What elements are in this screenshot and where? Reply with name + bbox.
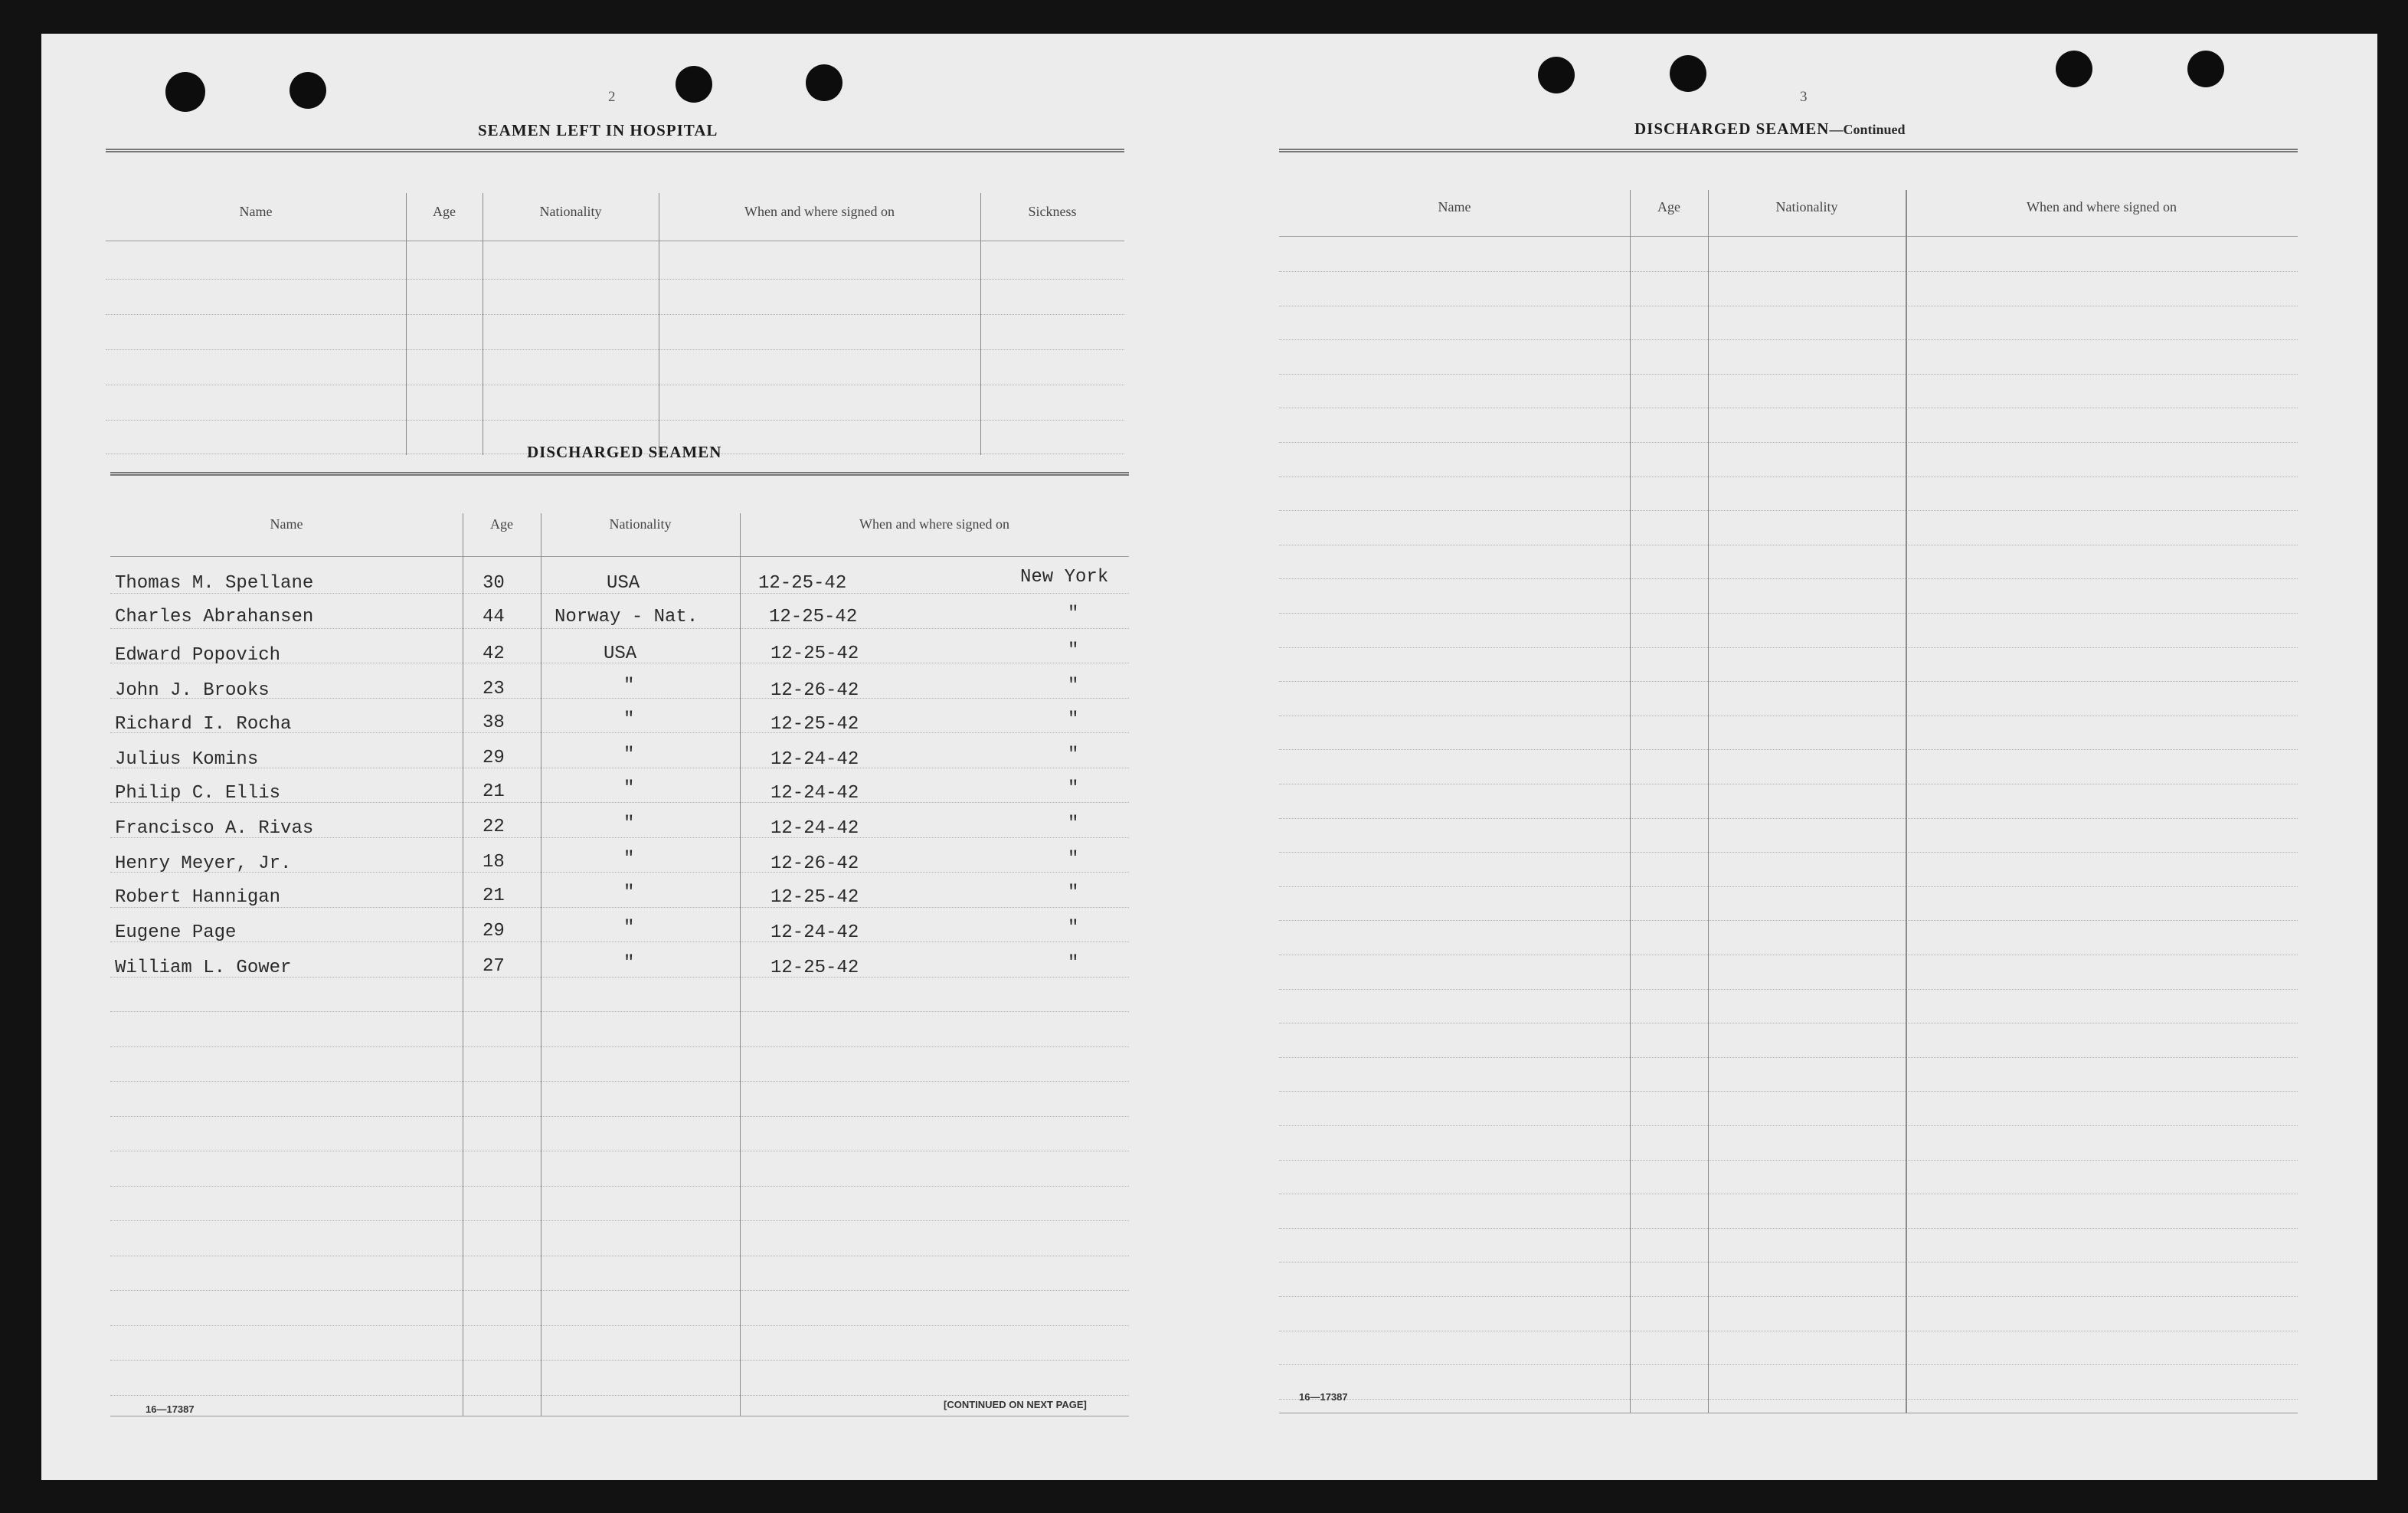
col-header-nationality: Nationality	[539, 204, 602, 219]
row-date: 12-25-42	[770, 644, 859, 664]
row-nationality: "	[623, 814, 635, 834]
row-date: 12-24-42	[770, 922, 859, 943]
row-nationality: "	[623, 745, 635, 765]
row-age: 21	[483, 781, 505, 802]
row-nationality: "	[623, 953, 635, 974]
col-header-signed-on: When and where signed on	[2027, 199, 2177, 215]
row-name: Edward Popovich	[115, 645, 281, 666]
col-header-signed-on: When and where signed on	[859, 516, 1009, 532]
punch-hole-icon	[165, 72, 205, 112]
col-header-age: Age	[433, 204, 456, 219]
row-place: "	[1068, 814, 1079, 834]
row-date: 12-24-42	[770, 818, 859, 839]
col-header-age: Age	[490, 516, 513, 532]
row-place: "	[1068, 745, 1079, 765]
row-age: 21	[483, 886, 505, 906]
row-name: Julius Komins	[115, 749, 259, 770]
hospital-section-title: SEAMEN LEFT IN HOSPITAL	[478, 121, 718, 139]
col-header-name: Name	[270, 516, 303, 532]
discharged-continued-table	[1279, 149, 2298, 1414]
hospital-table	[106, 149, 1124, 455]
row-date: 12-25-42	[758, 573, 847, 594]
row-name: Philip C. Ellis	[115, 783, 281, 804]
row-date: 12-26-42	[770, 853, 859, 874]
punch-hole-icon	[2187, 51, 2224, 87]
left-page	[41, 34, 1199, 1480]
row-name: Henry Meyer, Jr.	[115, 853, 292, 874]
row-place: "	[1068, 604, 1079, 624]
page-number: 2	[608, 89, 616, 105]
row-age: 29	[483, 921, 505, 942]
row-age: 44	[483, 607, 505, 627]
row-name: Eugene Page	[115, 922, 237, 943]
row-place: "	[1068, 918, 1079, 938]
form-number: 16—17387	[1299, 1391, 1348, 1403]
row-nationality: Norway - Nat.	[555, 607, 699, 627]
discharged-section-title: DISCHARGED SEAMEN	[527, 443, 722, 461]
row-date: 12-25-42	[770, 714, 859, 735]
col-header-name: Name	[1438, 199, 1471, 215]
row-date: 12-25-42	[770, 887, 859, 908]
row-nationality: "	[623, 918, 635, 938]
discharged-continued-title	[1634, 120, 1905, 139]
row-nationality: "	[623, 676, 635, 696]
row-place: "	[1068, 778, 1079, 799]
row-name: John J. Brooks	[115, 680, 270, 701]
row-name: Charles Abrahansen	[115, 607, 314, 627]
punch-hole-icon	[290, 72, 326, 109]
row-age: 27	[483, 956, 505, 977]
row-name: Richard I. Rocha	[115, 714, 292, 735]
row-age: 23	[483, 679, 505, 699]
row-age: 42	[483, 644, 505, 664]
row-nationality: "	[623, 778, 635, 799]
col-header-nationality: Nationality	[609, 516, 672, 532]
row-date: 12-25-42	[770, 958, 859, 978]
row-date: 12-26-42	[770, 680, 859, 701]
row-place: New York	[1020, 567, 1109, 588]
col-header-age: Age	[1657, 199, 1680, 215]
punch-hole-icon	[806, 64, 842, 101]
row-place: "	[1068, 709, 1079, 730]
row-nationality: USA	[604, 644, 637, 664]
col-header-name: Name	[239, 204, 273, 219]
row-age: 18	[483, 852, 505, 873]
row-place: "	[1068, 676, 1079, 696]
row-date: 12-25-42	[769, 607, 858, 627]
punch-hole-icon	[676, 66, 712, 103]
form-number: 16—17387	[146, 1403, 195, 1415]
row-age: 38	[483, 712, 505, 733]
row-place: "	[1068, 849, 1079, 869]
row-nationality: "	[623, 849, 635, 869]
row-nationality: "	[623, 709, 635, 730]
row-name: Thomas M. Spellane	[115, 573, 314, 594]
row-date: 12-24-42	[770, 783, 859, 804]
row-age: 29	[483, 748, 505, 768]
discharged-continued-title-suffix: —Continued	[1829, 122, 1906, 137]
discharged-table	[110, 472, 1129, 1422]
continued-note: [CONTINUED ON NEXT PAGE]	[944, 1399, 1087, 1410]
row-age: 22	[483, 817, 505, 837]
row-age: 30	[483, 573, 505, 594]
col-header-nationality: Nationality	[1775, 199, 1838, 215]
row-place: "	[1068, 640, 1079, 661]
discharged-continued-title-main: DISCHARGED SEAMEN	[1634, 120, 1830, 138]
punch-hole-icon	[2056, 51, 2092, 87]
row-place: "	[1068, 883, 1079, 903]
col-header-sickness: Sickness	[1028, 204, 1077, 219]
row-name: Robert Hannigan	[115, 887, 281, 908]
row-name: William L. Gower	[115, 958, 292, 978]
page-number: 3	[1800, 89, 1808, 105]
punch-hole-icon	[1538, 57, 1575, 93]
right-page	[1199, 34, 2377, 1480]
row-name: Francisco A. Rivas	[115, 818, 314, 839]
punch-hole-icon	[1670, 55, 1706, 92]
row-date: 12-24-42	[770, 749, 859, 770]
row-nationality: USA	[607, 573, 640, 594]
row-place: "	[1068, 953, 1079, 974]
row-nationality: "	[623, 883, 635, 903]
col-header-signed-on: When and where signed on	[744, 204, 895, 219]
